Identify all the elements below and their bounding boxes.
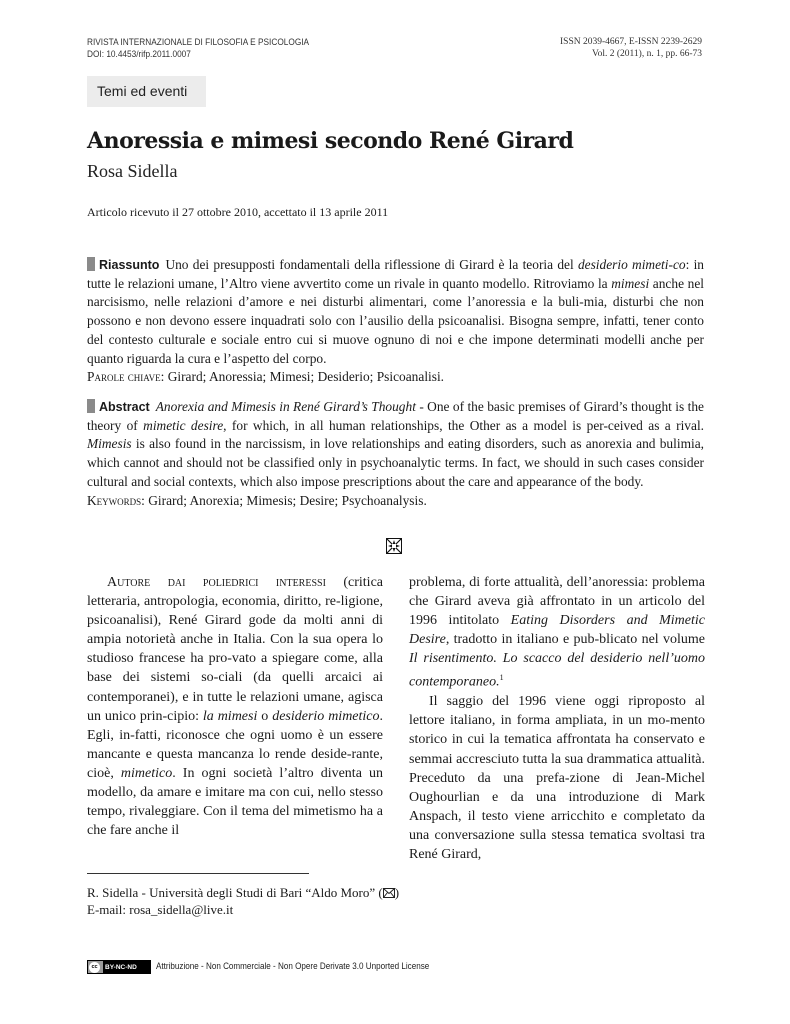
abstract-text-1: - One of the basic premises of Girard’s thought is the theory of (87, 399, 704, 433)
footnote (87, 884, 399, 918)
issue-info (560, 36, 702, 60)
body-paragraph: Il saggio del 1996 viene oggi riproposto al lettore italiano, in forma ampliata, in un mo-mento storico in cui la tematica affrontata ha conservato e semmai accresciuto tutta la sua drammatica attualità. Preceduto da una prefa-zione di Jean-Michel Oughourlian e da una introduzione di Mark Anspach, il testo viene arricchito e completato da una conversazione sulla stessa tematica svoltasi tra René Girard, (409, 694, 705, 862)
riassunto-label: Riassunto (99, 258, 160, 272)
cc-badge-text: BY-NC-ND (103, 961, 150, 973)
volume-info: Vol. 2 (2011), n. 1, pp. 66-73 (591, 49, 702, 59)
riassunto-text-2: : in tutte le relazioni umane, l’Altro viene avvertito come un rivale in quanto modello. Ritroviamo la (87, 257, 704, 291)
abstract-keywords (87, 492, 704, 511)
journal-name: RIVISTA INTERNAZIONALE DI FILOSOFIA E PSICOLOGIA (87, 37, 310, 47)
article-author: Rosa Sidella (87, 161, 178, 181)
keywords-label-en: Keywords (87, 492, 142, 508)
abstract-block (87, 398, 704, 510)
affiliation-text: R. Sidella - Università degli Studi di Bari “Aldo Moro” ( (87, 885, 383, 900)
riassunto-italic-1: desiderio mimeti-co (577, 257, 686, 272)
body-text: . In ogni società l’altro diventa un modello, da amare e imitare ma con cui, nello stesso tempo, rivaleggiare. Con il tema del mimetismo ha a che fare anche il (87, 765, 383, 839)
cc-icon: cc (89, 962, 100, 973)
abstract-title: Anorexia and Mimesis in René Girard’s Thought (155, 399, 416, 414)
body-paragraph (87, 573, 383, 840)
riassunto-block (87, 256, 704, 387)
abstract-text (87, 398, 704, 492)
doi: DOI: 10.4453/rifp.2011.0007 (87, 49, 191, 59)
cc-license-badge[interactable] (87, 960, 151, 974)
journal-header (87, 36, 309, 60)
keywords-en: : Girard; Anorexia; Mimesis; Desire; Psychoanalysis. (141, 492, 427, 508)
body-italic: Eating Disorders and Mimetic Desire (409, 613, 705, 648)
envelope-icon[interactable] (383, 888, 395, 898)
email[interactable]: E-mail: rosa_sidella@live.it (87, 902, 234, 917)
body-italic: mimetico (120, 765, 173, 781)
body-text: , tradotto in italiano e pub-blicato nel volume (445, 632, 705, 648)
body-text: problema, di forte attualità, dell’anoressia: problema che Girard aveva già affrontato in un articolo del 1996 intitolato (409, 575, 705, 629)
body-italic: Il risentimento. Lo scacco del desiderio nell’uomo contemporaneo. (409, 651, 705, 691)
body-text: o (257, 708, 273, 724)
received-date: Articolo ricevuto il 27 ottobre 2010, accettato il 13 aprile 2011 (87, 205, 389, 219)
keywords-label-it: Parole chiave (87, 369, 161, 385)
affiliation-end: ) (394, 885, 400, 900)
section-bar (87, 399, 95, 413)
body-text: (critica letteraria, antropologia, economia, diritto, re-ligione, psicoanalisi), René Girard gode da molti anni di ampia notorietà anche in Italia. Con la sua opera lo studioso francese ha pro-vato a spiegare come, alla base dei sistemi so-ciali (da quelli arcaici ai contemporanei), e in tutte le relazioni umane, agisca un unico prin-cipio: (87, 575, 383, 724)
section-tag: Temi ed eventi (87, 76, 206, 107)
riassunto-keywords (87, 368, 704, 387)
section-bar (87, 257, 95, 271)
affiliation (87, 884, 399, 901)
abstract-italic-2: Mimesis (87, 436, 132, 452)
abstract-text-3: is also found in the narcissism, in love relationships and eating disorders, such as anorexia and bulimia, which cannot and should not be classified only in psychoanalytic terms. In fact, we should in such cases consider cultural and social contexts, which also impose prescriptions about the care and appearance of the body. (87, 436, 704, 489)
body-text: . Egli, in-fatti, riconosce che ogni uomo è un essere mancante e questa mancanza lo rende deside-rante, cioè, (87, 708, 384, 781)
riassunto-italic-2: mimesi (611, 275, 650, 291)
issn: ISSN 2039-4667, E-ISSN 2239-2629 (560, 37, 702, 47)
abstract-label: Abstract (99, 400, 150, 414)
license-text: Attribuzione - Non Commerciale - Non Opere Derivate 3.0 Unported License (156, 961, 430, 971)
footnote-rule (87, 873, 309, 874)
riassunto-text-3: anche nel narcisismo, nelle relazioni d’amore e nei disturbi alimentari, come l’anoressia e la buli-mia, disturbi che non possono e non devono essere inquadrati solo con l’ausilio della psicoanalisi. Bisogna sempre, infatti, tener conto del contesto culturale e sociale entro cui si muove ognuno di noi e che impone determinati modelli anche per quanto riguarda la cura e l’aspetto del corpo. (87, 275, 704, 366)
lead-in: Autore dai poliedrici interessi (107, 575, 326, 590)
body-column-left (87, 573, 383, 840)
body-italic: desiderio mimetico (272, 708, 380, 724)
abstract-italic-1: mimetic desire (143, 417, 224, 433)
body-paragraph (409, 573, 705, 692)
riassunto-text (87, 256, 704, 368)
abstract-text-2: , for which, in all human relationships, the Other as a model is per-ceived as a rival. (223, 417, 705, 433)
body-column-right (409, 573, 705, 864)
keywords-it: : Girard; Anoressia; Mimesi; Desiderio; Psicoanalisi. (160, 369, 445, 385)
body-italic: la mimesi (202, 708, 258, 724)
article-title: Anoressia e mimesi secondo René Girard (87, 128, 574, 154)
ornament-icon (386, 538, 402, 554)
riassunto-text-1: Uno dei presupposti fondamentali della riflessione di Girard è la teoria del (165, 257, 578, 272)
footnote-ref[interactable]: 1 (499, 673, 504, 683)
